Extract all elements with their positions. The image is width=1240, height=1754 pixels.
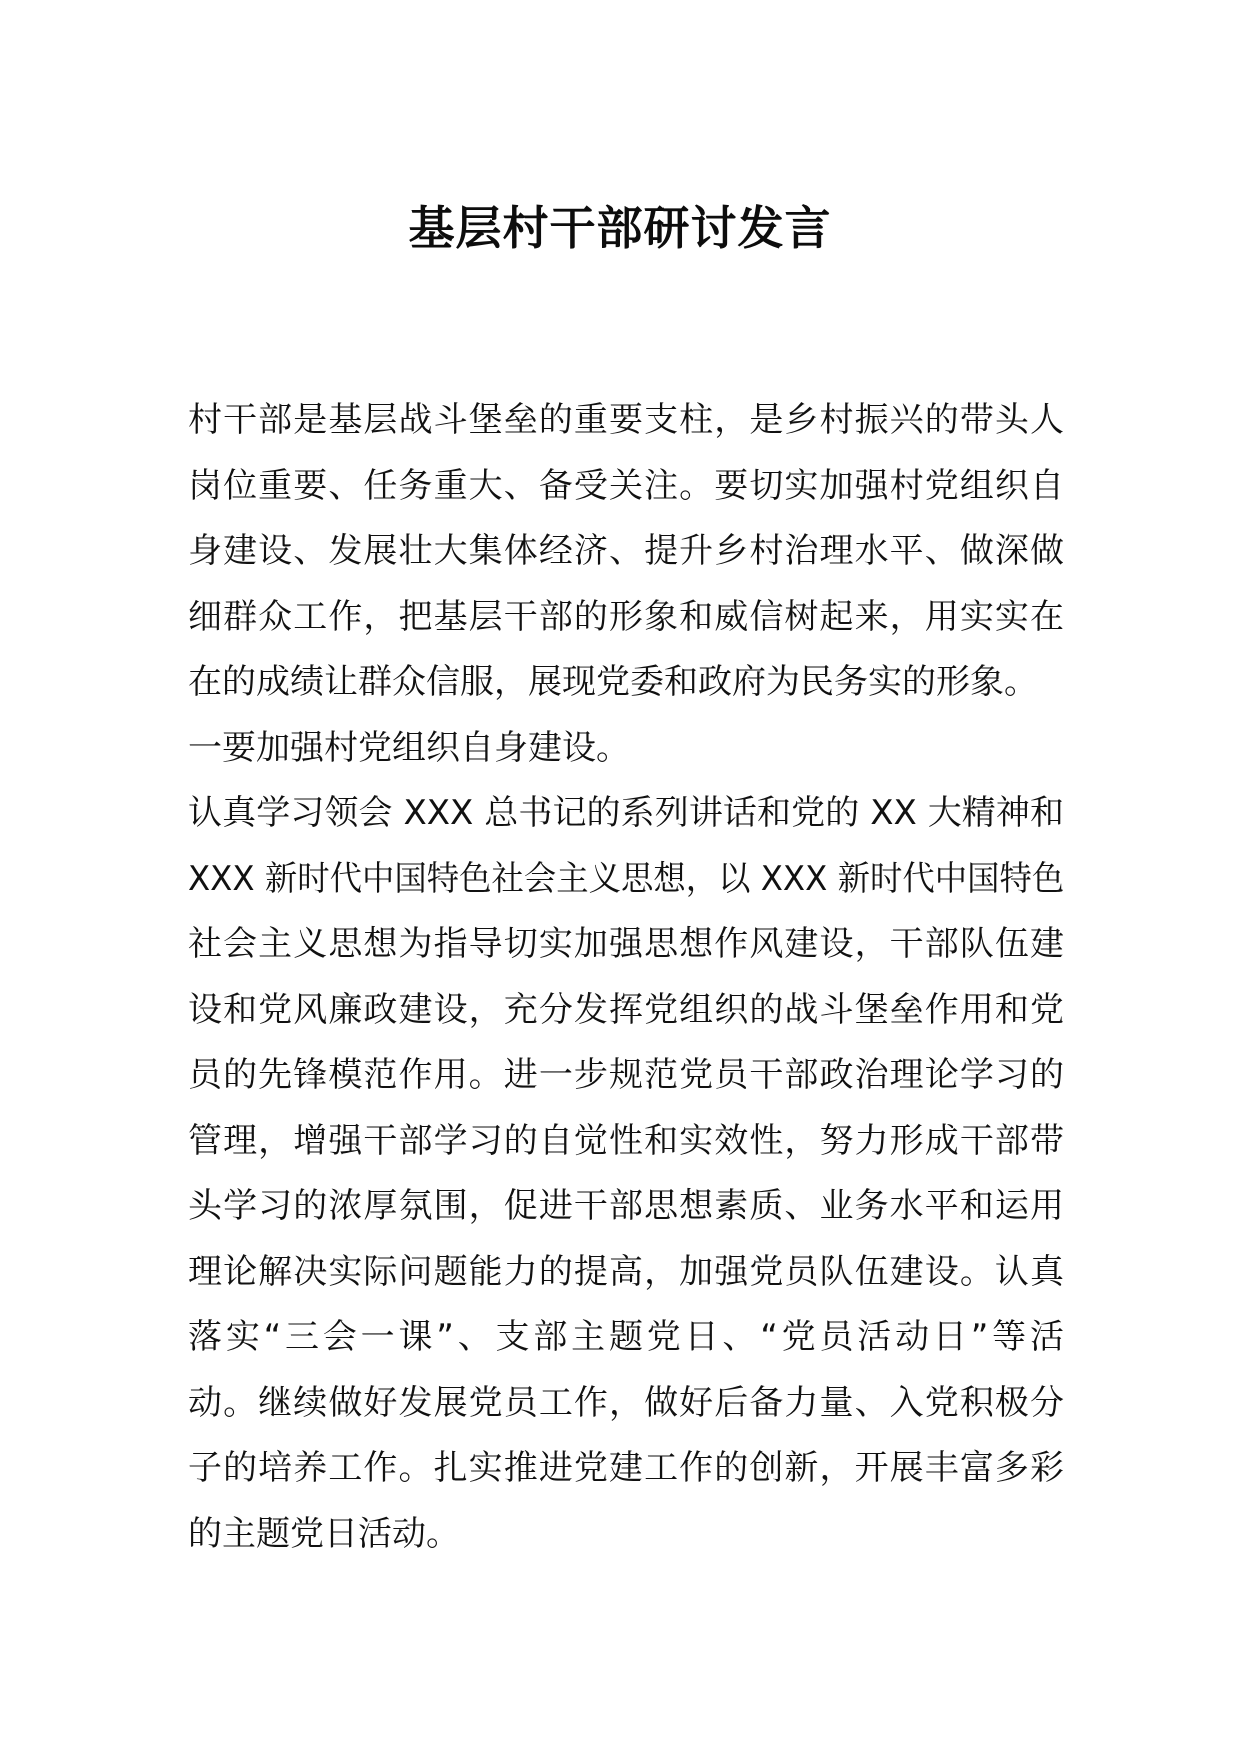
body-line: 社会主义思想为指导切实加强思想作风建设，干部队伍建 bbox=[188, 924, 1064, 964]
body-line: 岗位重要、任务重大、备受关注。要切实加强村党组织自 bbox=[188, 465, 1064, 506]
body-line: 头学习的浓厚氛围，促进干部思想素质、业务水平和运用 bbox=[188, 1186, 1064, 1226]
body-line: 认真学习领会 XXX 总书记的系列讲话和党的 XX 大精神和 bbox=[188, 793, 1064, 833]
body-line: 一要加强村党组织自身建设。 bbox=[188, 727, 630, 768]
body-line: 理论解决实际问题能力的提高，加强党员队伍建设。认真 bbox=[188, 1251, 1064, 1292]
body-line: 细群众工作，把基层干部的形象和威信树起来，用实实在 bbox=[188, 596, 1064, 637]
body-line: 子的培养工作。扎实推进党建工作的创新，开展丰富多彩 bbox=[188, 1448, 1064, 1488]
body-line: 村干部是基层战斗堡垒的重要支柱，是乡村振兴的带头人 bbox=[188, 400, 1064, 440]
body-line: 设和党风廉政建设，充分发挥党组织的战斗堡垒作用和党 bbox=[188, 989, 1064, 1030]
body-line: XXX 新时代中国特色社会主义思想，以 XXX 新时代中国特色 bbox=[188, 858, 1065, 899]
body-line: 在的成绩让群众信服，展现党委和政府为民务实的形象。 bbox=[188, 662, 1038, 702]
document-title: 基层村干部研讨发言 bbox=[408, 201, 832, 255]
document-body bbox=[188, 388, 1064, 1567]
body-line: 的主题党日活动。 bbox=[188, 1513, 460, 1554]
body-line: 身建设、发展壮大集体经济、提升乡村治理水平、做深做 bbox=[188, 531, 1064, 571]
body-line: 落实“三会一课”、支部主题党日、“党员活动日”等活 bbox=[188, 1317, 1064, 1357]
body-line: 管理，增强干部学习的自觉性和实效性，努力形成干部带 bbox=[188, 1120, 1064, 1161]
body-line: 动。继续做好发展党员工作，做好后备力量、入党积极分 bbox=[188, 1382, 1064, 1423]
body-line: 员的先锋模范作用。进一步规范党员干部政治理论学习的 bbox=[188, 1055, 1064, 1095]
